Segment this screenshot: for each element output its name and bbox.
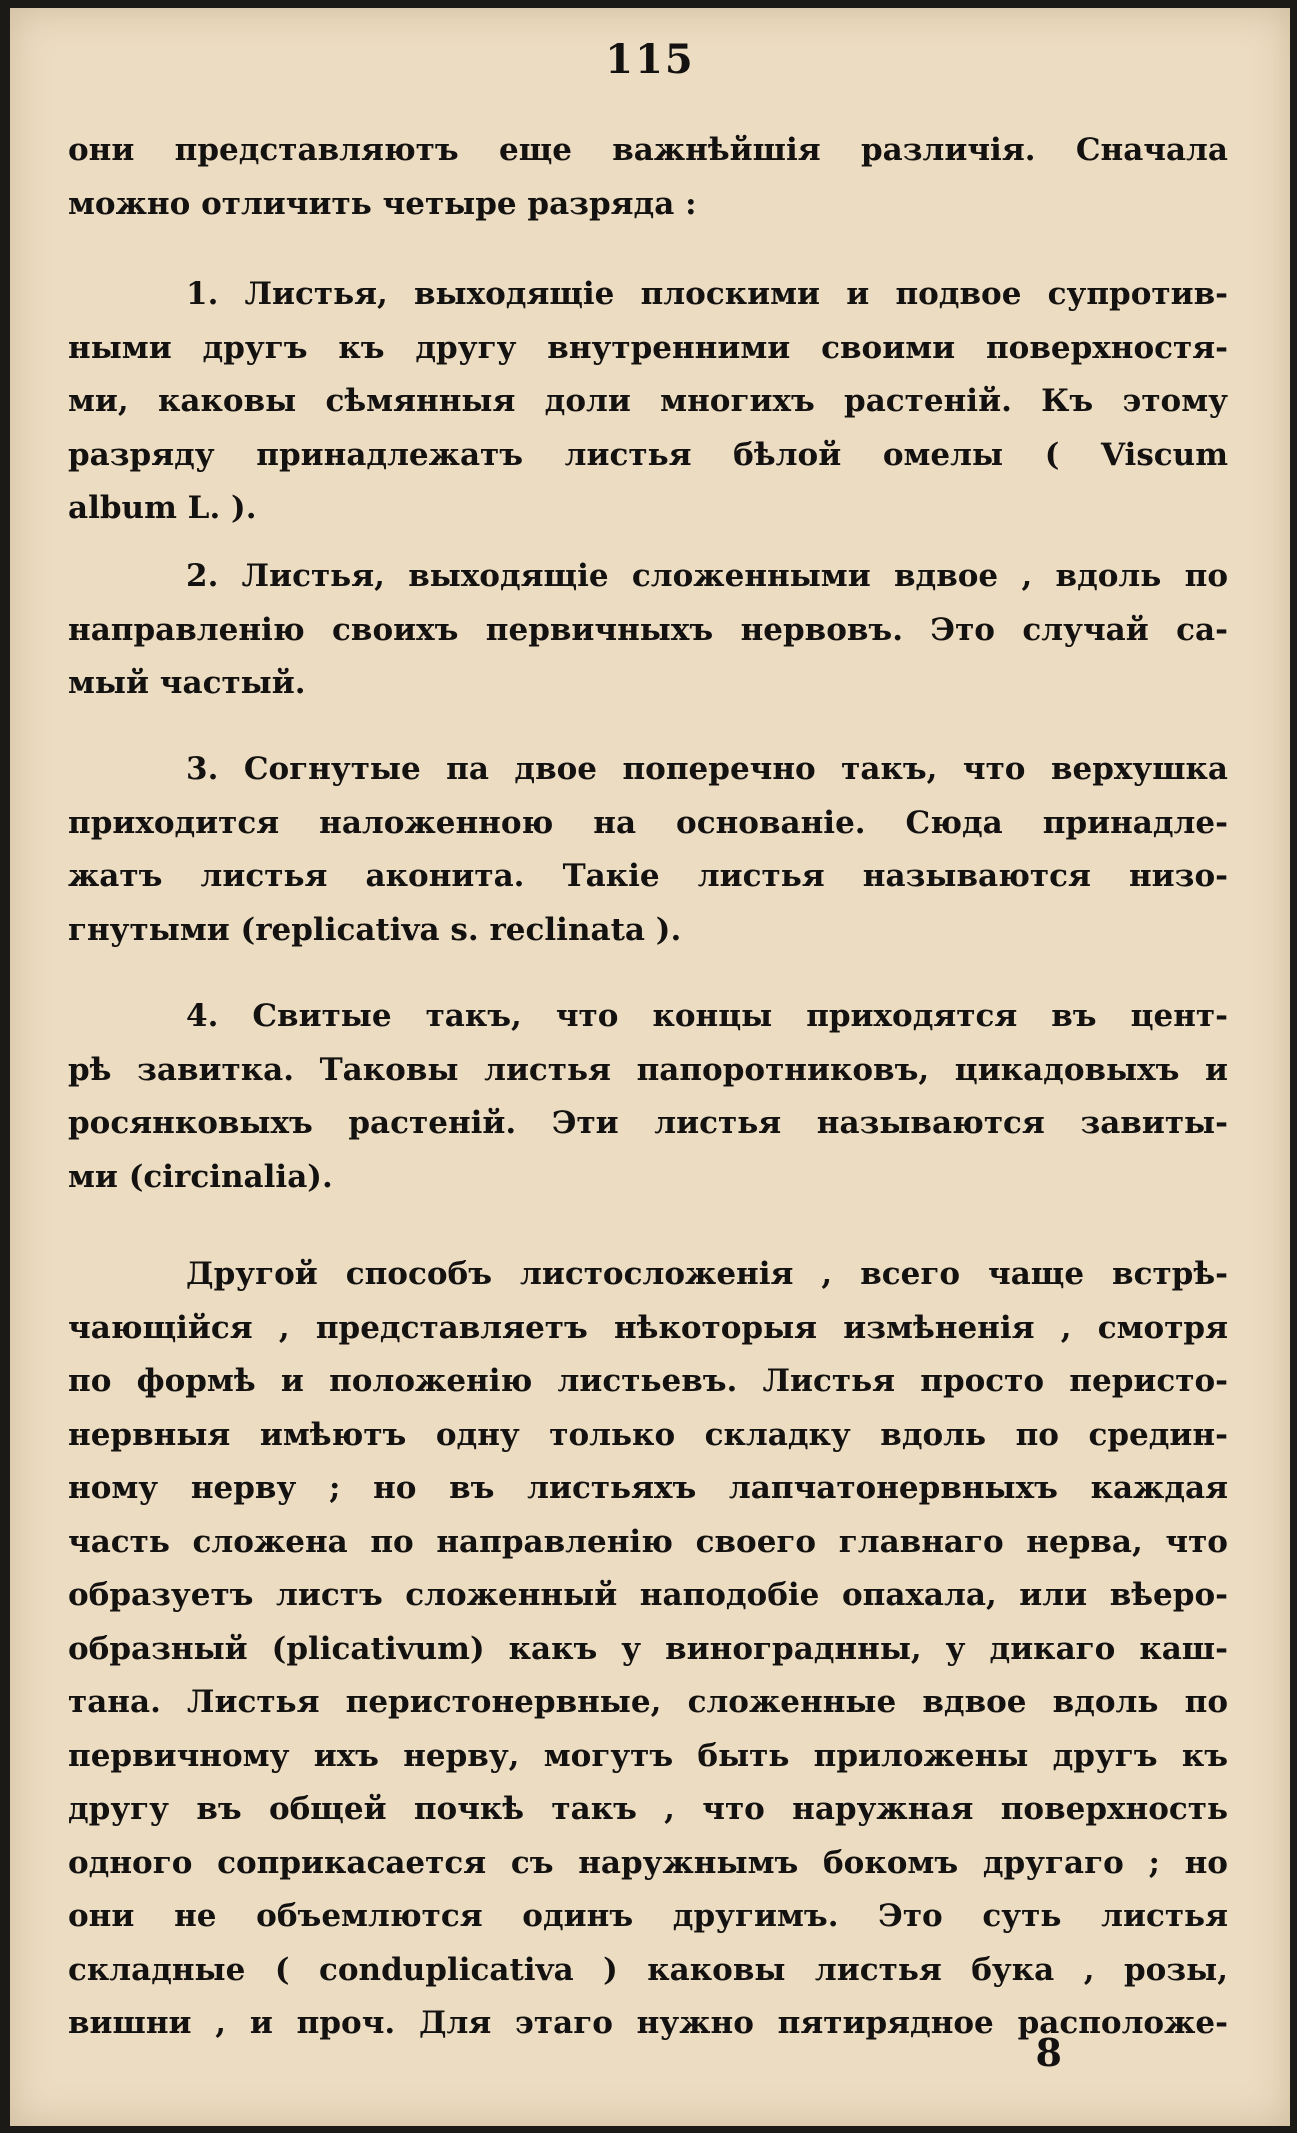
text-line: мый частый. bbox=[68, 665, 306, 701]
text-line: Другой способъ листосложенія , всего чаще встрѣ- bbox=[186, 1256, 1228, 1292]
text-line: первичному ихъ нерву, могутъ быть приложены другъ къ bbox=[68, 1737, 1228, 1774]
text-line: они представляютъ еще важнѣйшія различія. Сначала bbox=[68, 132, 1228, 168]
text-line: рѣ завитка. Таковы листья папоротниковъ, цикадовыхъ и bbox=[68, 1051, 1228, 1088]
text-line: часть сложена по направленію своего главнаго нерва, что bbox=[68, 1523, 1228, 1560]
text-line: они не объемлются одинъ другимъ. Это суть листья bbox=[68, 1898, 1228, 1934]
text-line: гнутыми (replicativa s. reclinata ). bbox=[68, 911, 682, 948]
text-line: ными другъ къ другу внутренними своими поверхностя- bbox=[68, 329, 1228, 366]
page-number: 115 bbox=[605, 36, 695, 83]
list-item-4 bbox=[68, 990, 1228, 1204]
signature-mark: 8 bbox=[1035, 2030, 1062, 2075]
text-line: ми (circinalia). bbox=[68, 1158, 333, 1195]
text-line: чающійся , представляетъ нѣкоторыя измѣненія , смотря bbox=[68, 1309, 1228, 1346]
text-line: ному нерву ; но въ листьяхъ лапчатонервныхъ каждая bbox=[68, 1470, 1228, 1506]
book-page bbox=[10, 8, 1290, 2126]
text-line: ми, каковы сѣмянныя доли многихъ растеній. Къ этому bbox=[68, 383, 1228, 419]
intro-paragraph bbox=[68, 124, 1228, 231]
text-line: по формѣ и положенію листьевъ. Листья просто перисто- bbox=[68, 1363, 1228, 1399]
text-line: 4. Свитые такъ, что концы приходятся въ цент- bbox=[186, 998, 1228, 1034]
text-line: складные ( conduplicativa ) каковы листья бука , розы, bbox=[68, 1951, 1228, 1988]
text-line: направленію своихъ первичныхъ нервовъ. Это случай са- bbox=[68, 611, 1228, 648]
text-line: можно отличить четыре разряда : bbox=[68, 185, 697, 222]
text-line: album L. ). bbox=[68, 490, 257, 526]
text-line: приходится наложенною на основаніе. Сюда принадле- bbox=[68, 804, 1228, 841]
text-line: 3. Согнутые па двое поперечно такъ, что верхушка bbox=[186, 751, 1228, 787]
text-line: жатъ листья аконита. Такіе листья называются низо- bbox=[68, 858, 1228, 894]
list-item-1 bbox=[68, 268, 1228, 536]
text-line: 2. Листья, выходящіе сложенными вдвое , вдоль по bbox=[186, 558, 1228, 594]
closing-paragraph bbox=[68, 1248, 1228, 2051]
text-line: разряду принадлежатъ листья бѣлой омелы ( Viscum bbox=[68, 436, 1228, 473]
text-line: нервныя имѣютъ одну только складку вдоль по средин- bbox=[68, 1416, 1228, 1453]
text-line: вишни , и проч. Для этаго нужно пятирядное расположе- bbox=[68, 2005, 1228, 2041]
text-line: другу въ общей почкѣ такъ , что наружная поверхность bbox=[68, 1791, 1228, 1827]
text-line: 1. Листья, выходящіе плоскими и подвое супротив- bbox=[186, 276, 1228, 312]
list-item-2 bbox=[68, 550, 1228, 711]
text-line: росянковыхъ растеній. Эти листья называются завиты- bbox=[68, 1105, 1228, 1141]
list-item-3 bbox=[68, 743, 1228, 957]
text-line: образный (plicativum) какъ у винограднны, у дикаго каш- bbox=[68, 1630, 1228, 1667]
text-line: образуетъ листъ сложенный наподобіе опахала, или вѣеро- bbox=[68, 1577, 1228, 1613]
text-line: одного соприкасается съ наружнымъ бокомъ другаго ; но bbox=[68, 1844, 1228, 1881]
text-line: тана. Листья перистонервные, сложенные вдвое вдоль по bbox=[68, 1684, 1228, 1720]
